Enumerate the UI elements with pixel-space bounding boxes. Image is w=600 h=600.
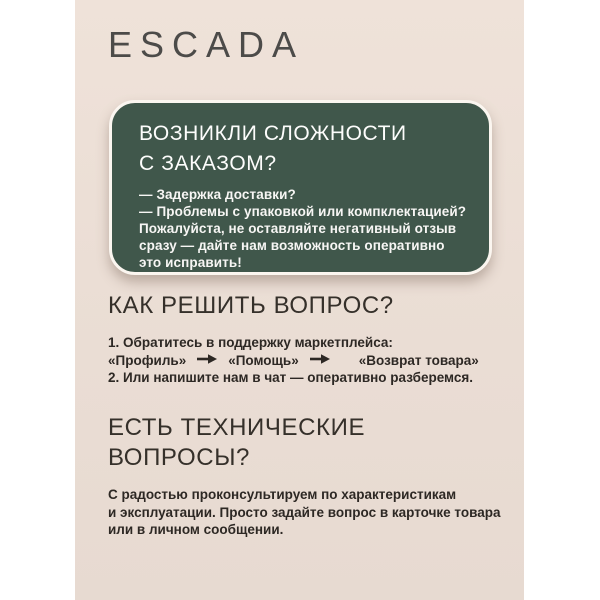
card-body: [139, 186, 477, 271]
text-line: или в личном сообщении.: [108, 522, 284, 537]
path-step-help: «Помощь»: [228, 352, 299, 368]
arrow-right-icon: [309, 352, 331, 370]
text-line: — Проблемы с упаковкой или компклектацией?: [139, 204, 467, 219]
card-title-line: С ЗАКАЗОМ?: [139, 152, 277, 175]
technical-questions-section: [108, 413, 500, 539]
how-to-resolve-section: [108, 291, 479, 387]
arrow-right-icon: [196, 352, 218, 370]
step-one-text: 1. Обратитесь в поддержку маркетплейса:: [108, 335, 393, 350]
text-line: сразу — дайте нам возможность оперативно: [139, 238, 445, 253]
brand-logo: ESCADA: [108, 24, 305, 65]
card-title-line: ВОЗНИКЛИ СЛОЖНОСТИ: [139, 122, 407, 145]
text-line: это исправить!: [139, 255, 242, 270]
order-issues-card: [109, 100, 492, 275]
text-line: — Задержка доставки?: [139, 187, 296, 202]
text-line: Пожалуйста, не оставляйте негативный отзыв: [139, 221, 457, 236]
path-step-profile: «Профиль»: [108, 352, 187, 368]
text-line: С радостью проконсультируем по характеристикам: [108, 487, 457, 502]
title-line: ВОПРОСЫ?: [108, 444, 251, 471]
title-line: ЕСТЬ ТЕХНИЧЕСКИЕ: [108, 414, 366, 441]
support-path-row: [108, 352, 479, 370]
technical-questions-title: [108, 413, 500, 473]
how-to-resolve-body: [108, 334, 479, 387]
content-area: [75, 0, 524, 600]
step-two-text: 2. Или напишите нам в чат — оперативно разберемся.: [108, 370, 473, 385]
path-step-return: «Возврат товара»: [358, 352, 479, 368]
how-to-resolve-title: КАК РЕШИТЬ ВОПРОС?: [108, 292, 394, 319]
text-line: и эксплуатации. Просто задайте вопрос в карточке товара: [108, 504, 501, 520]
card-title: [139, 119, 477, 179]
technical-questions-body: [108, 486, 500, 539]
